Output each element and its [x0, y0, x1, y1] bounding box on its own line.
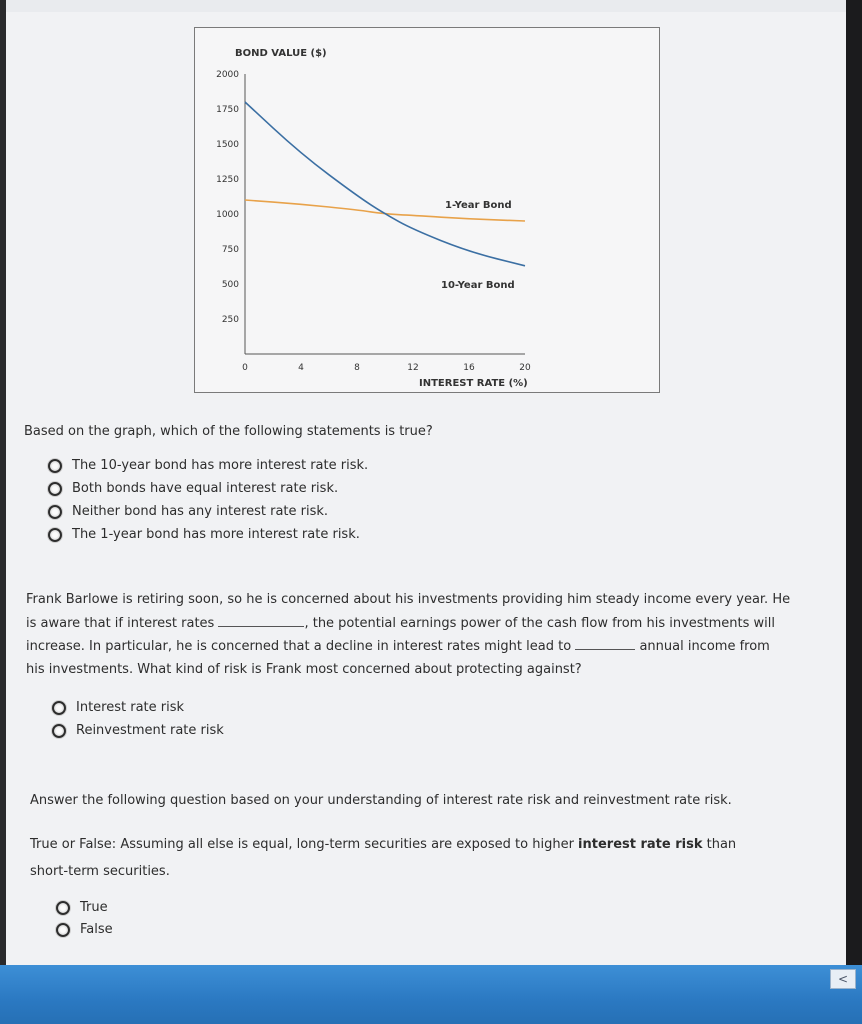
series-line-10-year-bond [245, 102, 525, 266]
chart-svg [195, 28, 659, 392]
y-tick-label: 1000 [216, 210, 239, 220]
taskbar [0, 965, 862, 1024]
q1-option-4-label: The 1-year bond has more interest rate risk. [72, 527, 360, 542]
radio-button[interactable] [56, 923, 70, 937]
q3-option-false[interactable] [56, 922, 113, 937]
radio-button[interactable] [48, 505, 62, 519]
q2-line-3 [26, 639, 770, 654]
x-tick-label: 20 [519, 363, 531, 373]
bond-value-chart [194, 27, 660, 393]
y-tick-label: 1500 [216, 140, 239, 150]
q3-option-true[interactable] [56, 900, 108, 915]
q3-stem-b: than [702, 837, 737, 852]
q1-option-3[interactable] [48, 504, 328, 519]
x-tick-label: 4 [298, 363, 304, 373]
radio-button[interactable] [48, 482, 62, 496]
q2-option-1-label: Interest rate risk [76, 700, 185, 715]
q2-option-2-label: Reinvestment rate risk [76, 723, 224, 738]
y-tick-label: 500 [221, 280, 239, 290]
blank-dropdown-1[interactable] [218, 626, 304, 627]
q2-line-3b: annual income from [639, 639, 770, 654]
monitor-bezel-right [846, 0, 862, 965]
x-tick-label: 12 [407, 363, 419, 373]
x-tick-label: 8 [354, 363, 360, 373]
radio-button[interactable] [48, 459, 62, 473]
q1-option-1-label: The 10-year bond has more interest rate risk. [72, 458, 369, 473]
q3-option-false-label: False [80, 922, 113, 937]
q2-line-2 [26, 616, 775, 631]
q2-line-2b: , the potential earnings power of the cash flow from his investments will [304, 616, 776, 631]
y-tick-label: 250 [221, 315, 239, 325]
q3-stem-bold: interest rate risk [578, 837, 703, 852]
radio-button[interactable] [56, 901, 70, 915]
q1-option-3-label: Neither bond has any interest rate risk. [72, 504, 329, 519]
q3-option-true-label: True [80, 900, 108, 915]
q3-stem-a: True or False: Assuming all else is equal, long-term securities are exposed to higher [30, 837, 579, 852]
chart-title: BOND VALUE ($) [235, 48, 327, 59]
series-label-1-year: 1-Year Bond [445, 200, 512, 211]
q1-option-2[interactable] [48, 481, 338, 496]
q3-stem-line-2: short-term securities. [30, 864, 170, 879]
x-axis-label: INTEREST RATE (%) [419, 378, 528, 389]
q3-intro: Answer the following question based on your understanding of interest rate risk and reinvestment rate risk. [30, 793, 732, 808]
q1-prompt: Based on the graph, which of the following statements is true? [24, 424, 433, 439]
x-tick-label: 0 [242, 363, 248, 373]
q1-option-2-label: Both bonds have equal interest rate risk. [72, 481, 339, 496]
y-tick-label: 750 [221, 245, 239, 255]
q1-option-4[interactable] [48, 527, 360, 542]
q2-option-1[interactable] [52, 700, 184, 715]
blank-dropdown-2[interactable] [575, 649, 635, 650]
q2-option-2[interactable] [52, 723, 224, 738]
q2-line-4: his investments. What kind of risk is Frank most concerned about protecting against? [26, 662, 582, 677]
taskbar-button[interactable]: < [830, 969, 856, 989]
radio-button[interactable] [52, 701, 66, 715]
q1-option-1[interactable] [48, 458, 368, 473]
q3-stem [30, 837, 736, 852]
y-tick-label: 1250 [216, 175, 239, 185]
q2-line-2a: is aware that if interest rates [26, 616, 215, 631]
y-tick-label: 2000 [216, 70, 239, 80]
radio-button[interactable] [48, 528, 62, 542]
y-tick-label: 1750 [216, 105, 239, 115]
radio-button[interactable] [52, 724, 66, 738]
question-page [6, 12, 846, 965]
q2-line-3a: increase. In particular, he is concerned that a decline in interest rates might lead to [26, 639, 572, 654]
q2-line-1: Frank Barlowe is retiring soon, so he is concerned about his investments providing him steady income every year. He [26, 592, 791, 607]
series-label-10-year: 10-Year Bond [441, 280, 515, 291]
x-tick-label: 16 [463, 363, 475, 373]
